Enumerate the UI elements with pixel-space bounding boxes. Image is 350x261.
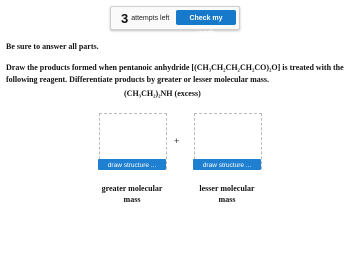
prompt-line-2: following reagent. Differentiate products by greater or lesser molecular mass.: [6, 75, 269, 84]
check-my-work-button[interactable]: Check my work: [176, 10, 236, 25]
caption-greater-line1: greater molecular: [101, 184, 163, 193]
caption-lesser: [187, 183, 267, 205]
attempts-indicator: [121, 10, 169, 26]
reagent-text: (CH₃CH₂)₂NH (excess): [124, 89, 201, 98]
instruction-text: Be sure to answer all parts.: [6, 42, 99, 51]
caption-lesser-line1: lesser molecular: [199, 184, 255, 193]
attempts-count: 3: [121, 10, 129, 26]
plus-sign: +: [174, 136, 180, 146]
draw-structure-button-lesser[interactable]: draw structure ...: [193, 159, 261, 170]
prompt-line-1: Draw the products formed when pentanoic anhydride [(CH₃CH₂CH₂CH₂CO)₂O] is treated with the: [6, 63, 344, 72]
caption-lesser-line2: mass: [218, 195, 236, 204]
attempts-label: attempts left: [131, 14, 170, 22]
caption-greater: [92, 183, 172, 205]
draw-structure-button-greater[interactable]: draw structure ...: [98, 159, 166, 170]
caption-greater-line2: mass: [123, 195, 141, 204]
